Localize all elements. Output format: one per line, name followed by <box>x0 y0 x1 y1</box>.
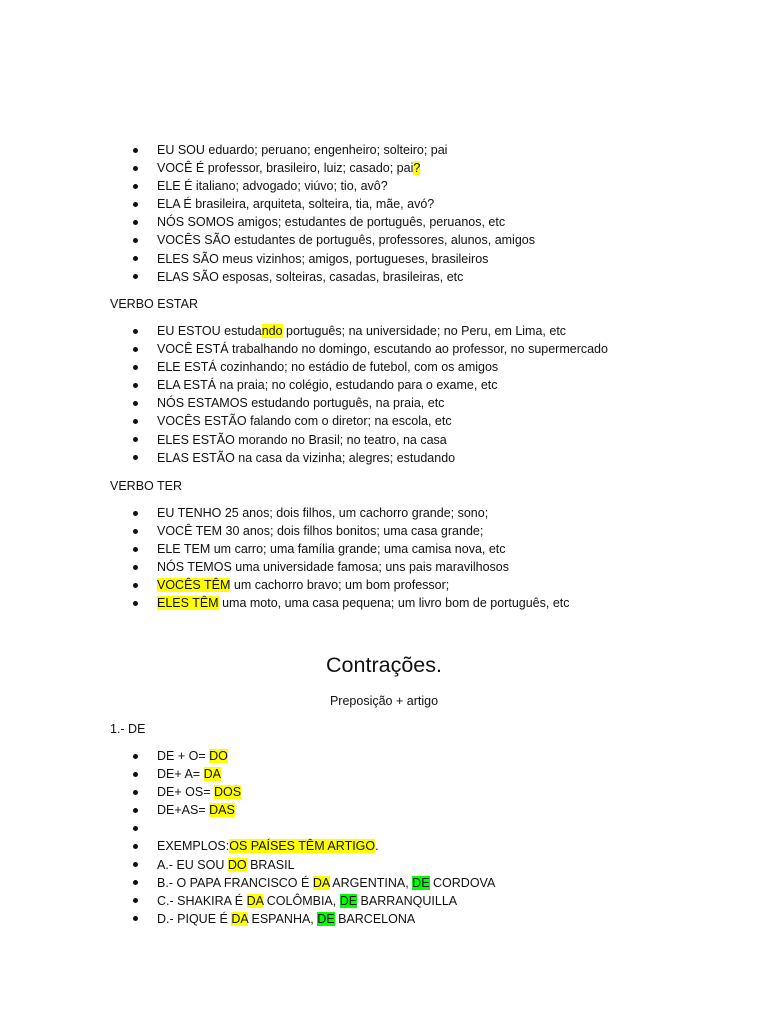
list-item <box>133 340 608 358</box>
list-item <box>133 358 608 376</box>
list-item-text: EU SOU eduardo; peruano; engenheiro; solteiro; pai <box>157 143 448 157</box>
highlighted-text: DA <box>312 875 330 890</box>
list-item <box>133 558 570 576</box>
list-item <box>133 177 535 195</box>
highlighted-text: DE <box>317 911 335 926</box>
highlighted-text: DE <box>339 893 358 908</box>
list-item-text: ELAS SÃO esposas, solteiras, casadas, brasileiras, etc <box>157 269 464 284</box>
list-item-text: EXEMPLOS: <box>157 839 230 854</box>
list-item-text: ESPANHA, <box>248 911 318 926</box>
highlighted-text: DO <box>227 857 247 872</box>
list-item <box>133 783 495 801</box>
list-item-text: ELE É italiano; advogado; viúvo; tio, avô? <box>157 179 388 194</box>
verbo-ter-heading: VERBO TER <box>110 479 183 493</box>
list-item-text: ELES SÃO meus vizinhos; amigos, portugueses, brasileiros <box>157 251 489 266</box>
list-item-text: BARRANQUILLA <box>357 893 458 908</box>
contracoes-subtitle: Preposição + artigo <box>329 694 439 708</box>
list-item-text: VOCÊ ESTÁ trabalhando no domingo, escutando ao professor, no supermercado <box>157 342 608 357</box>
section-de-heading: 1.- DE <box>110 722 146 736</box>
list-item-text: NÓS TEMOS uma universidade famosa; uns pais maravilhosos <box>157 560 510 575</box>
list-item-text: DE + O= <box>157 749 210 763</box>
list-item <box>133 892 495 910</box>
list-item-text: BRASIL <box>246 857 295 872</box>
list-item <box>133 250 535 268</box>
list-item <box>133 394 608 412</box>
list-item-text: NÓS SOMOS amigos; estudantes de português, peruanos, etc <box>157 215 506 230</box>
list-item-text: um cachorro bravo; um bom professor; <box>230 578 450 593</box>
list-item <box>133 159 535 177</box>
highlighted-text: DO <box>209 749 228 763</box>
verbo-ser-list <box>133 141 535 286</box>
list-item-text: português; na universidade; no Peru, em Lima, etc <box>282 324 567 338</box>
list-item-text: BARCELONA <box>334 911 416 926</box>
list-item <box>133 594 570 612</box>
list-item-text: COLÔMBIA, <box>263 893 340 908</box>
list-item <box>133 747 495 765</box>
highlighted-text: ? <box>413 161 421 176</box>
verbo-estar-list <box>133 322 608 467</box>
list-item-text: DE+ OS= <box>157 785 214 800</box>
list-item-text: ELES ESTÃO morando no Brasil; no teatro, na casa <box>157 432 447 447</box>
list-item <box>133 449 608 467</box>
highlighted-text: DE <box>412 875 430 890</box>
highlighted-text: DA <box>246 893 264 908</box>
list-item-text: VOCÊ TEM 30 anos; dois filhos bonitos; uma casa grande; <box>157 524 484 539</box>
list-item <box>133 231 535 249</box>
list-item-text: VOCÊS ESTÃO falando com o diretor; na escola, etc <box>157 414 452 429</box>
list-item <box>133 322 608 340</box>
list-item-text: VOCÊ É professor, brasileiro, luiz; casado; pai <box>157 161 414 176</box>
list-item <box>133 141 535 159</box>
list-item-text: VOCÊS SÃO estudantes de português, professores, alunos, amigos <box>157 233 535 248</box>
highlighted-text: OS PAÍSES TÊM ARTIGO <box>229 839 376 854</box>
list-item-text: C.- SHAKIRA É <box>157 893 247 908</box>
list-item-text: DE+AS= <box>157 803 210 818</box>
highlighted-text: DOS <box>213 785 242 800</box>
list-item <box>133 910 495 928</box>
list-item-text: uma moto, uma casa pequena; um livro bom de português, etc <box>218 596 570 611</box>
highlighted-text: DAS <box>209 803 235 818</box>
list-item <box>133 856 495 874</box>
highlighted-text: VOCÊS TÊM <box>157 578 231 593</box>
list-item <box>133 837 495 855</box>
list-item <box>133 376 608 394</box>
list-item-text: ELA ESTÁ na praia; no colégio, estudando para o exame, etc <box>157 378 498 393</box>
list-item <box>133 268 535 286</box>
list-item-text: CORDOVA <box>429 875 496 890</box>
list-item-text: A.- EU SOU <box>157 857 228 872</box>
list-item-text: DE+ A= <box>157 767 204 782</box>
list-item-text: NÓS ESTAMOS estudando português, na praia, etc <box>157 396 445 411</box>
list-item-text: ELAS ESTÃO na casa da vizinha; alegres; estudando <box>157 450 456 465</box>
highlighted-text: ndo <box>261 324 283 338</box>
list-item-text: ELE ESTÁ cozinhando; no estádio de futebol, com os amigos <box>157 360 499 375</box>
list-item <box>133 801 495 819</box>
list-item-text: . <box>375 839 379 854</box>
list-item <box>133 819 495 837</box>
list-item-text: B.- O PAPA FRANCISCO É <box>157 875 313 890</box>
highlighted-text: ELES TÊM <box>157 596 219 611</box>
list-item-text: EU ESTOU estuda <box>157 324 262 338</box>
highlighted-text: DA <box>203 767 221 782</box>
list-item-text: EU TENHO 25 anos; dois filhos, um cachorro grande; sono; <box>157 506 489 520</box>
list-item <box>133 504 570 522</box>
highlighted-text: DA <box>231 911 249 926</box>
list-item-text: ELA É brasileira, arquiteta, solteira, tia, mãe, avó? <box>157 197 435 212</box>
list-item <box>133 412 608 430</box>
list-item <box>133 195 535 213</box>
list-item <box>133 540 570 558</box>
list-item <box>133 576 570 594</box>
list-item-text: D.- PIQUE É <box>157 911 232 926</box>
contracoes-de-list <box>133 747 495 928</box>
list-item-text: ARGENTINA, <box>329 875 413 890</box>
list-item <box>133 431 608 449</box>
list-item <box>133 213 535 231</box>
list-item-text: ELE TEM um carro; uma família grande; uma camisa nova, etc <box>157 542 506 557</box>
list-item <box>133 874 495 892</box>
contracoes-title: Contrações. <box>326 653 442 677</box>
verbo-ter-list <box>133 504 570 613</box>
verbo-estar-heading: VERBO ESTAR <box>110 297 198 311</box>
list-item <box>133 522 570 540</box>
list-item <box>133 765 495 783</box>
